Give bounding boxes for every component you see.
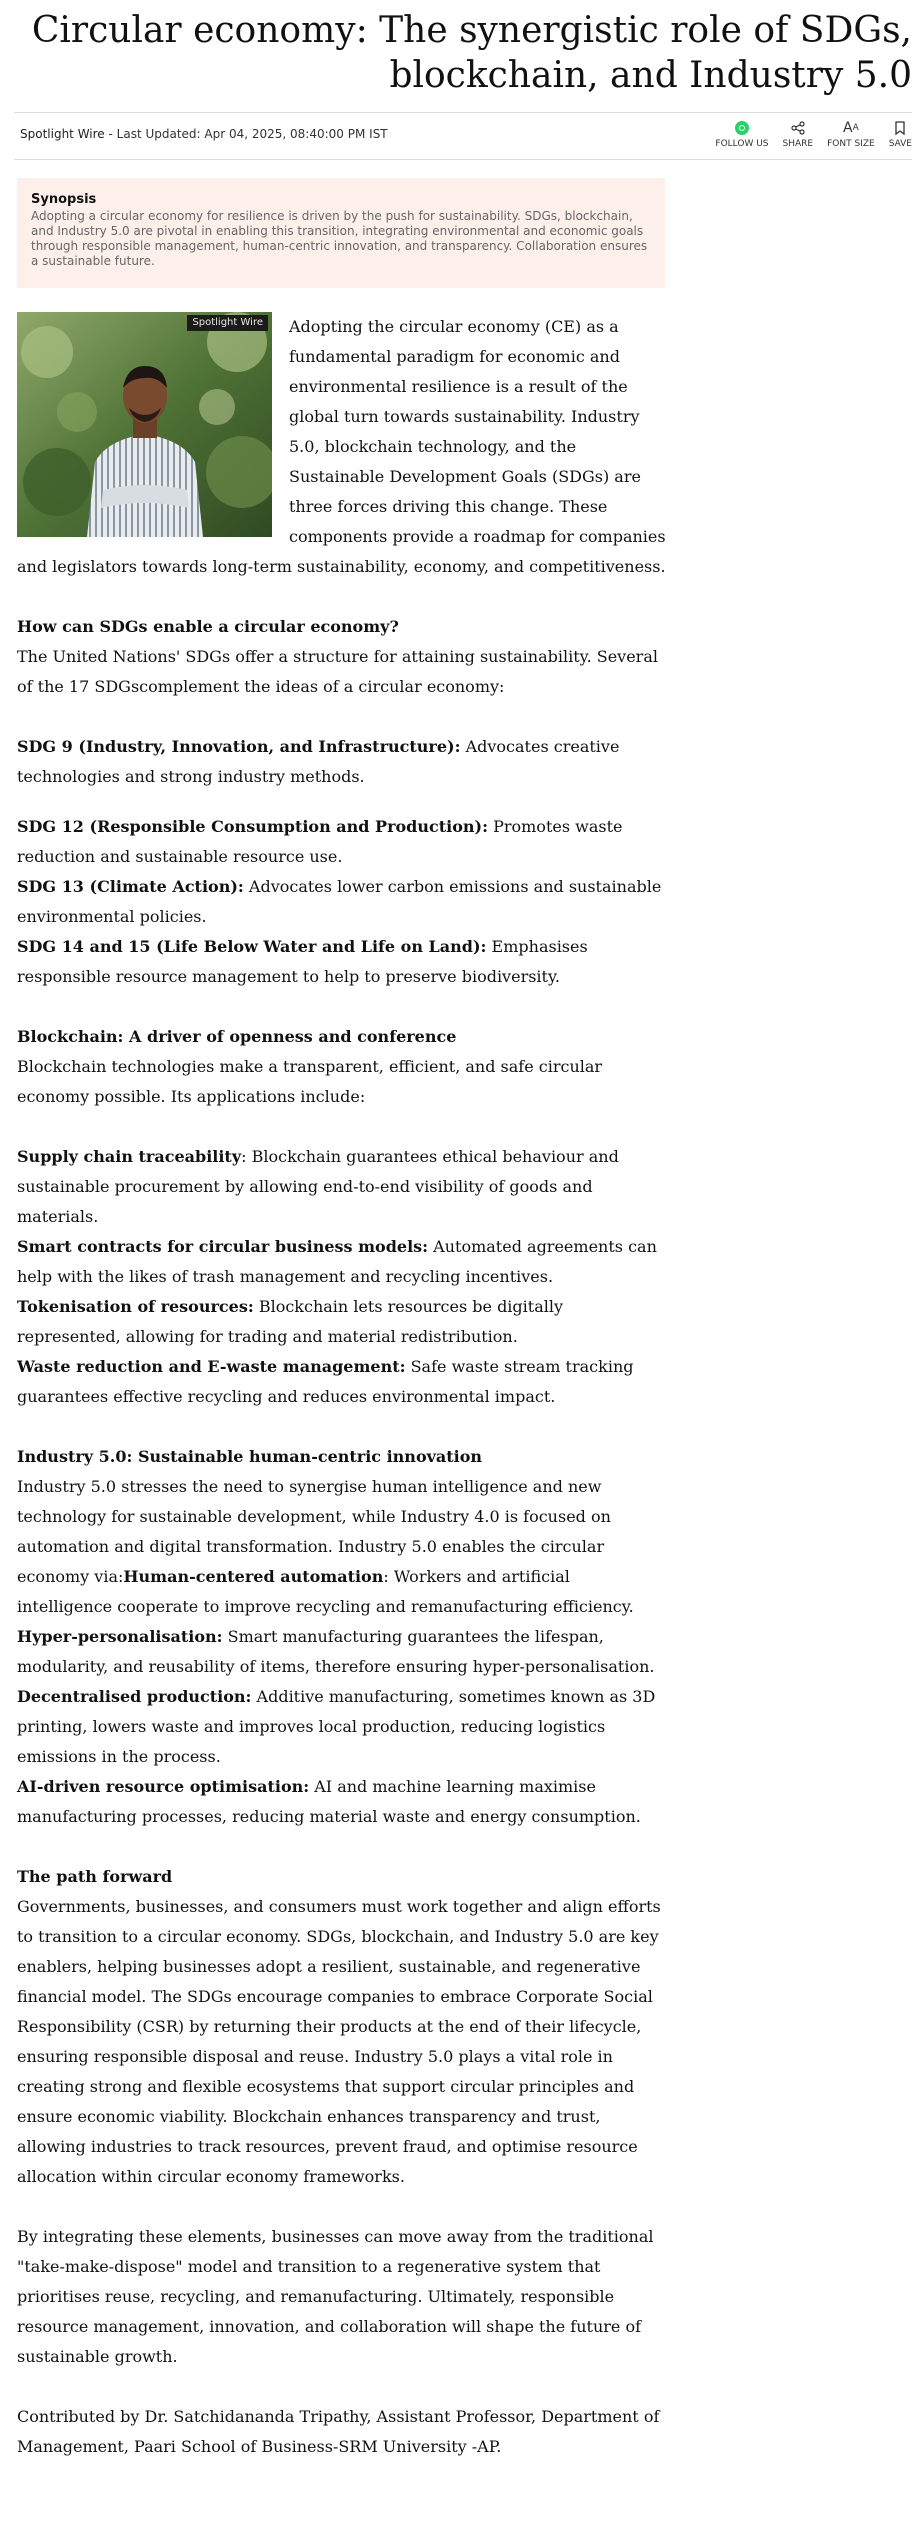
follow-us-button[interactable]: FOLLOW US: [715, 119, 768, 155]
section-heading: How can SDGs enable a circular economy?: [17, 617, 399, 636]
section-heading: Blockchain: A driver of openness and conference: [17, 1027, 457, 1046]
list-item: SDG 14 and 15 (Life Below Water and Life on Land): Emphasises responsible resource management to help to preserve biodiversity.: [17, 937, 588, 986]
list-item: Smart contracts for circular business models: Automated agreements can help with the likes of trash management and recycling incentives.: [17, 1237, 657, 1286]
image-badge: Spotlight Wire: [187, 315, 268, 331]
synopsis-title: Synopsis: [31, 192, 97, 207]
save-button[interactable]: SAVE: [889, 119, 912, 155]
bookmark-icon: [895, 119, 905, 137]
whatsapp-icon: [735, 119, 749, 137]
article-headline: Circular economy: The synergistic role of SDGs, blockchain, and Industry 5.0: [31, 10, 912, 96]
share-icon: [791, 119, 805, 137]
article-actions: [701, 119, 912, 155]
list-item: Supply chain traceability: Blockchain guarantees ethical behaviour and sustainable procurement by allowing end-to-end visibility of goods and materials.: [17, 1147, 619, 1226]
paragraph: Industry 5.0 stresses the need to synergise human intelligence and new technology for sustainable development, while Industry 4.0 is focused on automation and digital transformation. Industry 5.0 enables the circular economy via:Human-centered automation: Workers and artificial intelligence cooperate to improve recycling and remanufacturing efficiency.: [17, 1477, 634, 1616]
list-item: SDG 13 (Climate Action): Advocates lower carbon emissions and sustainable environmental policies.: [17, 877, 662, 926]
synopsis-box: [17, 178, 665, 288]
author-photo: [17, 312, 272, 537]
article-meta-bar: [14, 112, 912, 160]
byline: [20, 127, 388, 141]
section-heading: Industry 5.0: Sustainable human-centric innovation: [17, 1447, 483, 1466]
section-heading: The path forward: [17, 1867, 173, 1886]
paragraph: The United Nations' SDGs offer a structure for attaining sustainability. Several of the 17 SDGscomplement the ideas of a circular economy:: [17, 647, 658, 696]
font-size-icon: A A: [843, 120, 859, 136]
list-item: Tokenisation of resources: Blockchain lets resources be digitally represented, allowing for trading and material redistribution.: [17, 1297, 564, 1346]
list-item: AI-driven resource optimisation: AI and machine learning maximise manufacturing processes, reducing material waste and energy consumption.: [17, 1777, 641, 1826]
author-photo-illustration: [17, 312, 272, 537]
byline-source[interactable]: Spotlight Wire: [20, 127, 105, 141]
contributor-note: Contributed by Dr. Satchidananda Tripathy, Assistant Professor, Department of Management, Paari School of Business-SRM University -AP.: [17, 2407, 660, 2456]
paragraph: By integrating these elements, businesses can move away from the traditional "take-make-dispose" model and transition to a regenerative system that prioritises reuse, recycling, and remanufacturing. Ultimately, responsible resource management, innovation, and collaboration will shape the future of sustainable growth.: [17, 2227, 654, 2366]
paragraph: Governments, businesses, and consumers must work together and align efforts to transition to a circular economy. SDGs, blockchain, and Industry 5.0 are key enablers, helping businesses adopt a resilient, sustainable, and regenerative financial model. The SDGs encourage companies to embrace Corporate Social Responsibility (CSR) by returning their products at the end of their lifecycle, ensuring responsible disposal and reuse. Industry 5.0 plays a vital role in creating strong and flexible ecosystems that support circular principles and ensure economic viability. Blockchain enhances transparency and trust, allowing industries to track resources, prevent fraud, and optimise resource allocation within circular economy frameworks.: [17, 1897, 661, 2186]
font-size-button[interactable]: A A FONT SIZE: [827, 120, 875, 149]
synopsis-text: Adopting a circular economy for resilience is driven by the push for sustainability. SDGs, blockchain, and Industry 5.0 are pivotal in enabling this transition, integrating environmental and economic goals through responsible management, human-centric innovation, and transparency. Collaboration ensures a sustainable future.: [31, 209, 648, 268]
list-item: SDG 9 (Industry, Innovation, and Infrastructure): Advocates creative technologies and strong industry methods.: [17, 737, 620, 786]
list-item: SDG 12 (Responsible Consumption and Production): Promotes waste reduction and sustainable resource use.: [17, 817, 623, 866]
byline-separator: -: [104, 127, 117, 141]
list-item: Hyper-personalisation: Smart manufacturing guarantees the lifespan, modularity, and reusability of items, therefore ensuring hyper-personalisation.: [17, 1627, 655, 1676]
list-item: Waste reduction and E-waste management: Safe waste stream tracking guarantees effective recycling and reduces environmental impact.: [17, 1357, 634, 1406]
intro-paragraph: Adopting the circular economy (CE) as a fundamental paradigm for economic and environmental resilience is a result of the global turn towards sustainability. Industry 5.0, blockchain technology, and the Sustainable Development Goals (SDGs) are three forces driving this change. These components provide a roadmap for companies and legislators towards long-term sustainability, economy, and competitiveness.: [17, 317, 666, 576]
last-updated: Last Updated: Apr 04, 2025, 08:40:00 PM IST: [116, 127, 388, 141]
paragraph: Blockchain technologies make a transparent, efficient, and safe circular economy possible. Its applications include:: [17, 1057, 603, 1106]
share-button[interactable]: SHARE: [783, 119, 814, 155]
list-item: Decentralised production: Additive manufacturing, sometimes known as 3D printing, lowers waste and improves local production, reducing logistics emissions in the process.: [17, 1687, 656, 1766]
article-body: [17, 312, 667, 2462]
